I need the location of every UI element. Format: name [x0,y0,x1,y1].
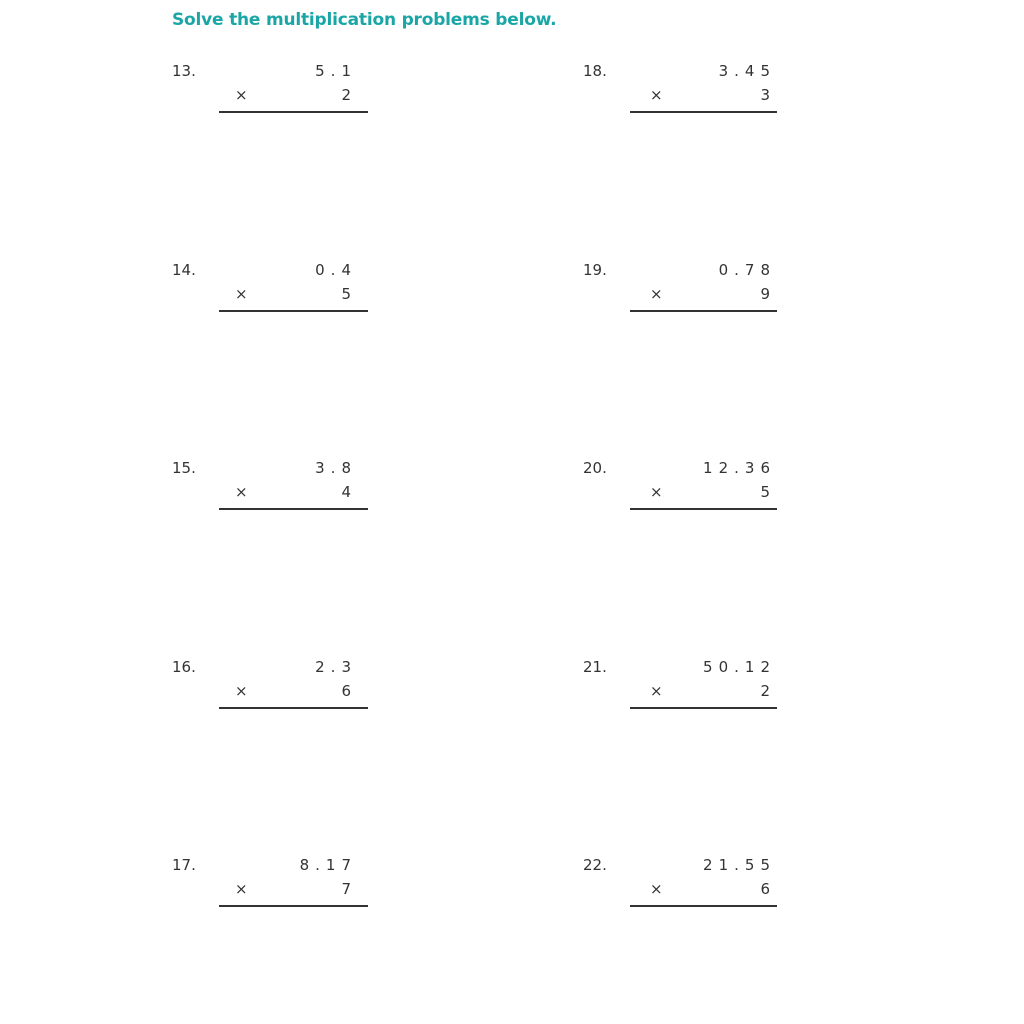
problem-number: 18. [583,62,607,80]
answer-line [219,508,368,510]
multiplier: 9 [760,284,776,303]
multiply-sign: × [235,284,248,303]
problem-number: 17. [172,856,196,874]
multiply-sign: × [235,681,248,700]
problem-number: 15. [172,459,196,477]
multiply-sign: × [235,483,248,501]
problem-number: 19. [583,260,607,279]
problem-16 [172,657,357,718]
multiply-sign: × [650,880,663,898]
multiplicand: 0.78 [718,260,776,279]
multiply-sign: × [650,681,663,700]
multiplier: 6 [760,880,776,898]
problem-20 [583,459,776,519]
answer-line [630,111,777,113]
multiplicand: 8.17 [299,856,357,874]
instructions-heading: Solve the multiplication problems below. [172,10,557,30]
multiply-sign: × [235,86,248,104]
problem-number: 13. [172,62,196,80]
multiplicand: 50.12 [703,657,776,676]
multiplier: 2 [341,86,357,104]
multiplier: 7 [341,880,357,898]
multiplier: 5 [341,284,357,303]
problem-18 [583,62,776,122]
multiplicand: 3.45 [718,62,776,80]
problem-13 [172,62,357,122]
multiply-sign: × [650,284,663,303]
answer-line [630,905,777,907]
multiplicand: 0.4 [315,260,357,279]
answer-line [630,310,777,312]
multiplier: 2 [760,681,776,700]
multiplicand: 3.8 [315,459,357,477]
answer-line [630,508,777,510]
multiplier: 4 [341,483,357,501]
multiplicand: 21.55 [703,856,776,874]
multiply-sign: × [650,86,663,104]
multiplier: 5 [760,483,776,501]
problem-17 [172,856,357,916]
problem-22 [583,856,776,916]
multiplier: 6 [341,681,357,700]
problem-number: 14. [172,260,196,279]
problem-19 [583,260,776,321]
problem-21 [583,657,776,718]
answer-line [219,111,368,113]
multiply-sign: × [650,483,663,501]
problem-number: 20. [583,459,607,477]
answer-line [219,310,368,312]
problem-14 [172,260,357,321]
multiply-sign: × [235,880,248,898]
multiplier: 3 [760,86,776,104]
problem-15 [172,459,357,519]
answer-line [219,905,368,907]
problem-number: 16. [172,657,196,676]
problem-number: 21. [583,657,607,676]
answer-line [630,707,777,709]
multiplicand: 2.3 [315,657,357,676]
multiplicand: 12.36 [703,459,776,477]
multiplicand: 5.1 [315,62,357,80]
answer-line [219,707,368,709]
problem-number: 22. [583,856,607,874]
